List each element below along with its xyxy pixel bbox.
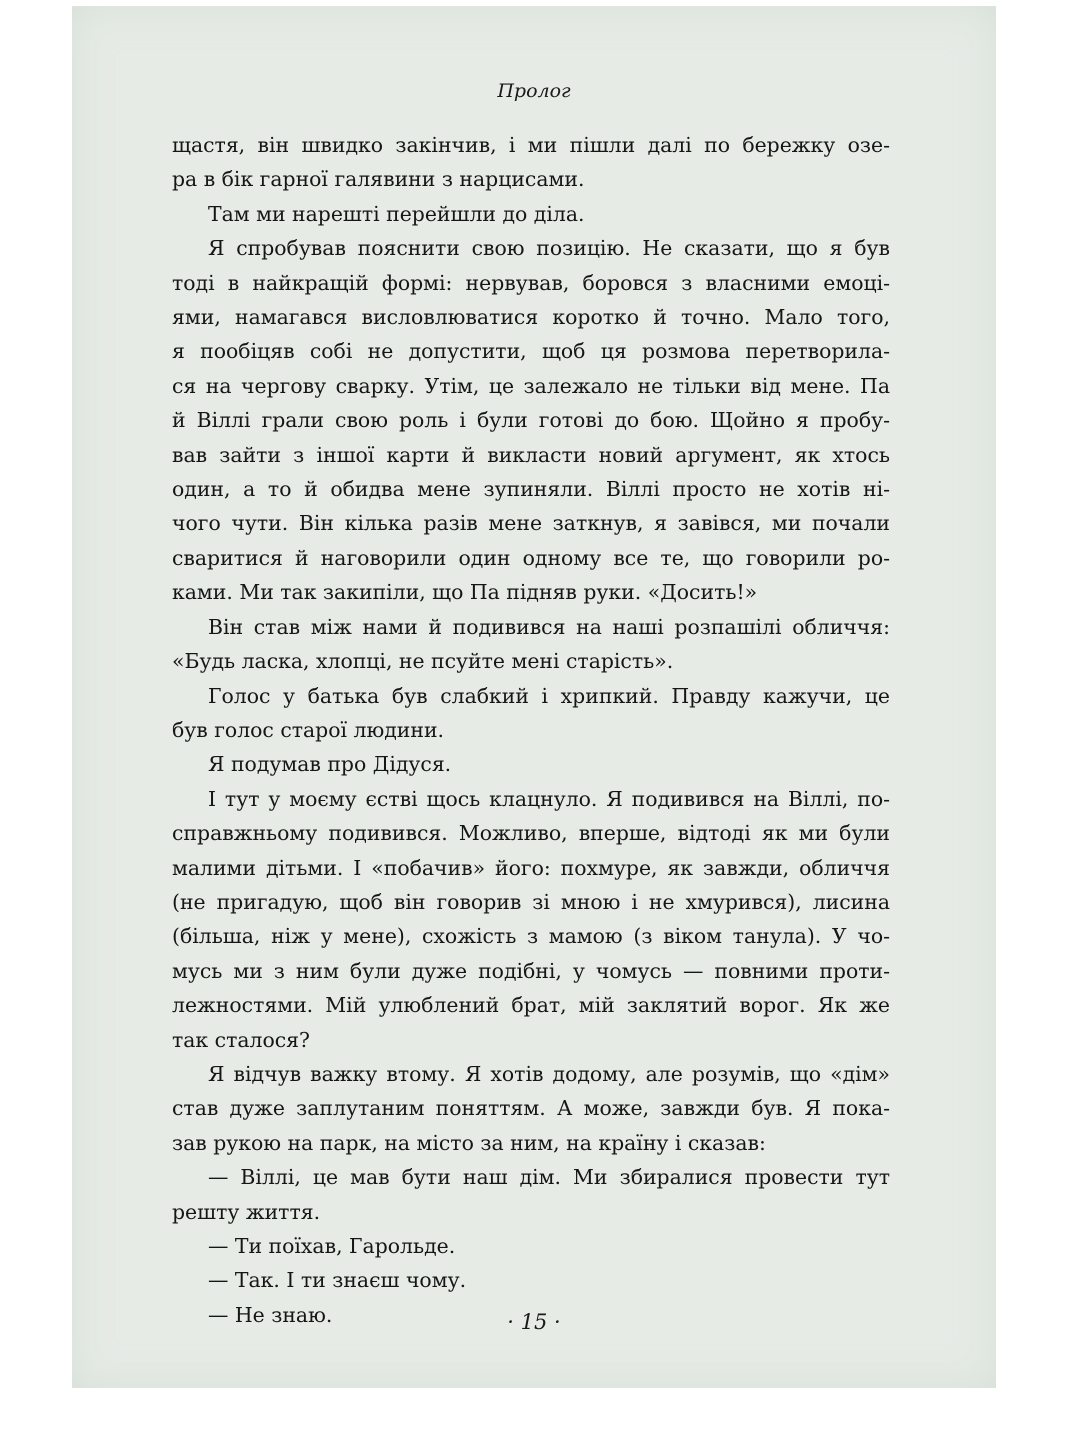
body-text [172,128,890,1332]
text-line: вав зайти з іншої карти й викласти новий аргумент, як хтось [172,442,890,467]
book-page [72,6,996,1388]
text-line: був голос старої людини. [172,717,445,742]
text-line: справжньому подивився. Можливо, вперше, відтоді як ми були [172,821,890,846]
text-line: — Не знаю. [208,1302,333,1327]
text-line: І тут у моєму єстві щось клацнуло. Я подивився на Віллі, по- [208,786,890,811]
text-line: Голос у батька був слабкий і хрипкий. Правду кажучи, це [208,683,890,708]
text-line: зав рукою на парк, на місто за ним, на країну і сказав: [172,1130,766,1155]
page-number: · 15 · [507,1310,561,1334]
text-line: — Віллі, це мав бути наш дім. Ми збиралися провести тут [208,1165,890,1190]
text-line: ями, намагався висловлюватися коротко й точно. Мало того, [172,305,890,330]
text-line: так сталося? [172,1027,310,1052]
text-line: ками. Ми так закипіли, що Па підняв руки. «Досить!» [172,580,758,605]
text-line: (не пригадую, щоб він говорив зі мною і не хмурився), лисина [172,889,890,914]
text-line: ся на чергову сварку. Утім, це залежало не тільки від мене. Па [172,373,890,398]
text-line: «Будь ласка, хлопці, не псуйте мені старість». [172,649,674,674]
text-line: лежностями. Мій улюблений брат, мій заклятий ворог. Як же [172,993,890,1018]
text-line: один, а то й обидва мене зупиняли. Віллі просто не хотів ні- [172,477,890,502]
text-line: й Віллі грали свою роль і були готові до бою. Щойно я пробу- [172,408,890,433]
text-line: мусь ми з ним були дуже подібні, у чомусь — повними проти- [172,958,890,983]
text-line: щастя, він швидко закінчив, і ми пішли далі по бережку озе- [172,133,890,157]
text-line: ра в бік гарної галявини з нарцисами. [172,167,585,192]
text-line: Я відчув важку втому. Я хотів додому, але розумів, що «дім» [208,1061,890,1086]
text-line: Я подумав про Дідуся. [208,752,452,777]
text-line: Там ми нарешті перейшли до діла. [208,201,585,226]
text-line: став дуже заплутаним поняттям. А може, завжди був. Я пока- [172,1096,890,1121]
text-line: я пообіцяв собі не допустити, щоб ця розмова перетворила- [172,339,890,364]
text-line: сваритися й наговорили один одному все те, що говорили ро- [172,545,890,570]
text-line: Я спробував пояснити свою позицію. Не сказати, що я був [208,236,890,261]
text-line: малими дітьми. І «побачив» його: похмуре, як завжди, обличчя [172,855,890,880]
text-line: (більша, ніж у мене), схожість з мамою (з віком танула). У чо- [172,924,890,949]
text-line: Він став між нами й подивився на наші розпашілі обличчя: [208,614,890,639]
text-line: тоді в найкращій формі: нервував, боровся з власними емоці- [172,270,890,295]
running-head: Пролог [497,80,571,102]
text-line: — Ти поїхав, Гарольде. [208,1234,456,1258]
text-line: чого чути. Він кілька разів мене заткнув, я завівся, ми почали [172,511,890,536]
text-line: решту життя. [172,1199,321,1224]
text-line: — Так. І ти знаєш чому. [208,1268,467,1293]
